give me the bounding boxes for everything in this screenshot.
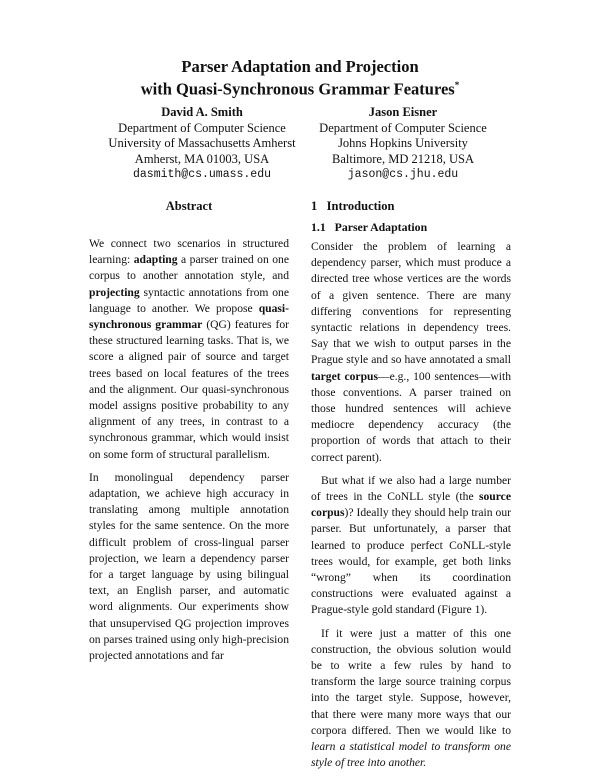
abstract-text: We connect two scenarios in structured learning: bbox=[89, 237, 289, 267]
term-source-corpus: source corpus bbox=[311, 490, 511, 520]
paper-title bbox=[0, 57, 600, 99]
author-dept: Department of Computer Science bbox=[118, 120, 286, 135]
term-adapting: adapting bbox=[133, 253, 178, 267]
intro-paragraph-3 bbox=[311, 626, 511, 772]
abstract-text: a parser trained on one corpus to another annotation style, and bbox=[89, 253, 289, 283]
author-dept: Department of Computer Science bbox=[319, 120, 487, 135]
intro-paragraph-1 bbox=[311, 239, 511, 466]
intro-text: But what if we also had a large number of trees in the CoNLL style (the bbox=[311, 473, 511, 504]
intro-column bbox=[311, 198, 511, 779]
author-block-2 bbox=[263, 105, 543, 183]
author-email[interactable]: jason@cs.jhu.edu bbox=[347, 168, 459, 181]
title-line-2-text: with Quasi-Synchronous Grammar Features bbox=[140, 79, 455, 99]
emphasis-text: learn a statistical model to transform one style of tree into another. bbox=[311, 740, 511, 770]
section-number: 1 bbox=[311, 199, 318, 213]
author-name: Jason Eisner bbox=[368, 105, 438, 119]
subsection-title: Parser Adaptation bbox=[334, 220, 428, 234]
title-line-1: Parser Adaptation and Projection bbox=[181, 57, 419, 76]
abstract-column bbox=[89, 198, 289, 671]
section-heading bbox=[311, 198, 511, 214]
abstract-heading: Abstract bbox=[165, 199, 213, 213]
abstract-paragraph-2: In monolingual dependency parser adaptation, we achieve high accuracy in translating among multiple annotation styles for the same sentence. On the more difficult problem of cross-lingual parser projection, we learn a dependency parser for a target language by using bilingual text, an English parser, and automatic word alignments. Our experiments show that unsupervised QG projection improves on parses trained using only high-precision projected annotations and far bbox=[89, 470, 289, 663]
author-institution: University of Massachusetts Amherst bbox=[108, 136, 296, 150]
abstract-text: syntactic annotations from one language to another. We propose bbox=[89, 285, 289, 315]
intro-text: Consider the problem of learning a dependency parser, which must produce a directed tree whose vertices are the words of a given sentence. There are many differing conventions for representing syntactic relations in dependency trees. Say that we wish to output parses in the Prague style and so have annotated a small bbox=[311, 240, 511, 367]
author-address: Amherst, MA 01003, USA bbox=[134, 151, 270, 166]
intro-paragraph-2 bbox=[311, 473, 511, 619]
intro-text: If it were just a matter of this one construction, the obvious solution would be to write a few rules by hand to transform the large source training corpus into the target style. Suppose, however, that there were many more ways that our corpora differed. Then we would like to bbox=[311, 626, 511, 737]
section-title: Introduction bbox=[326, 199, 395, 213]
abstract-text: (QG) features for these structured learning tasks. That is, we score a aligned pair of source and target trees based on local features of the trees and the alignment. Our quasi-synchronous model assigns positive probability to any alignment of any trees, in contrast to a synchronous grammar, which would insist on some form of structural parallelism. bbox=[89, 318, 289, 461]
intro-text: )? Ideally they should help train our parser. But unfortunately, a parser that learned to produce perfect CoNLL-style trees would, for example, get both links “wrong” when its coordination constructions were evaluated against a Prague-style gold standard (Figure 1). bbox=[311, 506, 511, 617]
subsection-heading bbox=[311, 220, 511, 235]
abstract-paragraph-1 bbox=[89, 236, 289, 463]
title-footnote-mark: * bbox=[454, 80, 460, 90]
term-projecting: projecting bbox=[89, 285, 140, 299]
author-institution: Johns Hopkins University bbox=[338, 136, 468, 150]
author-email[interactable]: dasmith@cs.umass.edu bbox=[132, 168, 272, 181]
term-target-corpus: target corpus bbox=[311, 369, 378, 383]
intro-text: —e.g., 100 sentences—with those conventions. A parser trained on those hundred sentences will achieve mediocre dependency accuracy (the proportion of words that attach to their correct parent). bbox=[311, 369, 511, 464]
title-line-2 bbox=[0, 76, 600, 99]
subsection-number: 1.1 bbox=[311, 220, 326, 234]
author-address: Baltimore, MD 21218, USA bbox=[331, 151, 474, 166]
author-name: David A. Smith bbox=[161, 105, 243, 119]
term-qg: quasi-synchronous grammar bbox=[89, 301, 289, 332]
